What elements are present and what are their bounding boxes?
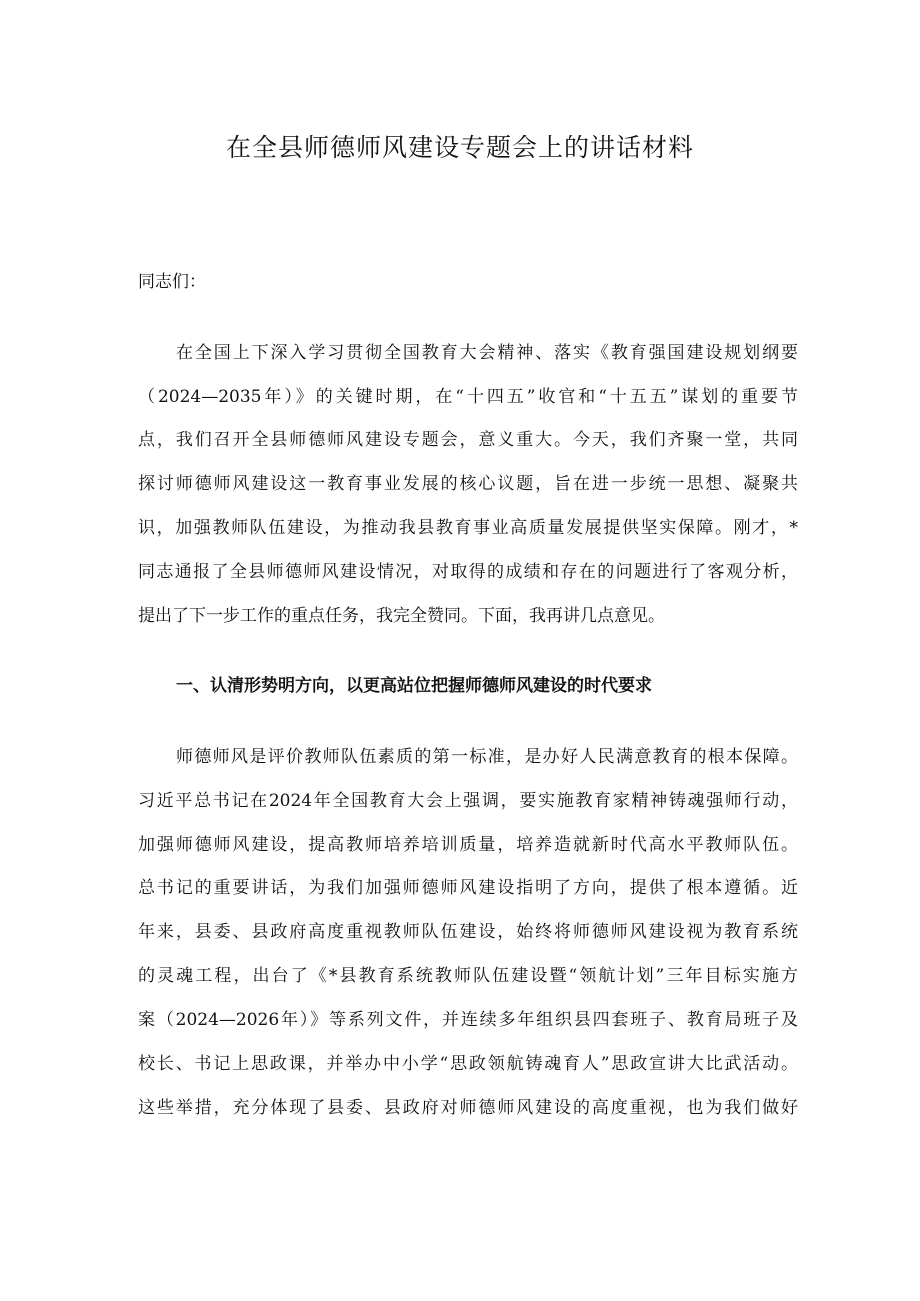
paragraph2-line-7: 案（2024—2026年）》等系列文件，并连续多年组织县四套班子、教育局班子及 [138,1010,798,1030]
paragraph1-line-1: 在全国上下深入学习贯彻全国教育大会精神、落实《教育强国建设规划纲要 [176,343,798,363]
paragraph1-line-6: 同志通报了全县师德师风建设情况，对取得的成绩和存在的问题进行了客观分析， [138,562,798,582]
paragraph2-line-6: 的灵魂工程，出台了《*县教育系统教师队伍建设暨“领航计划”三年目标实施方 [138,966,798,986]
paragraph1-line-7: 提出了下一步工作的重点任务，我完全赞同。下面，我再讲几点意见。 [138,606,665,626]
paragraph1-line-5: 识，加强教师队伍建设，为推动我县教育事业高质量发展提供坚实保障。刚才，* [138,518,798,538]
document-title: 在全县师德师风建设专题会上的讲话材料 [225,133,694,162]
paragraph2-line-1: 师德师风是评价教师队伍素质的第一标准，是办好人民满意教育的根本保障。 [176,747,798,767]
paragraph1-line-2: （2024—2035年）》的关键时期，在“十四五”收官和“十五五”谋划的重要节 [138,387,798,407]
paragraph2-line-3: 加强师德师风建设，提高教师培养培训质量，培养造就新时代高水平教师队伍。 [138,835,798,855]
section-1-heading: 一、认清形势明方向，以更高站位把握师德师风建设的时代要求 [176,676,652,696]
paragraph1-line-3: 点，我们召开全县师德师风建设专题会，意义重大。今天，我们齐聚一堂，共同 [138,430,798,450]
paragraph2-line-4: 总书记的重要讲话，为我们加强师德师风建设指明了方向，提供了根本遵循。近 [138,878,798,898]
paragraph2-line-9: 这些举措，充分体现了县委、县政府对师德师风建设的高度重视，也为我们做好 [138,1098,798,1118]
paragraph1-line-4: 探讨师德师风建设这一教育事业发展的核心议题，旨在进一步统一思想、凝聚共 [138,474,798,494]
paragraph2-line-2: 习近平总书记在2024年全国教育大会上强调，要实施教育家精神铸魂强师行动， [138,791,798,811]
paragraph2-line-8: 校长、书记上思政课，并举办中小学“思政领航铸魂育人”思政宣讲大比武活动。 [138,1054,798,1074]
salutation: 同志们： [138,272,206,292]
paragraph2-line-5: 年来，县委、县政府高度重视教师队伍建设，始终将师德师风建设视为教育系统 [138,922,798,942]
